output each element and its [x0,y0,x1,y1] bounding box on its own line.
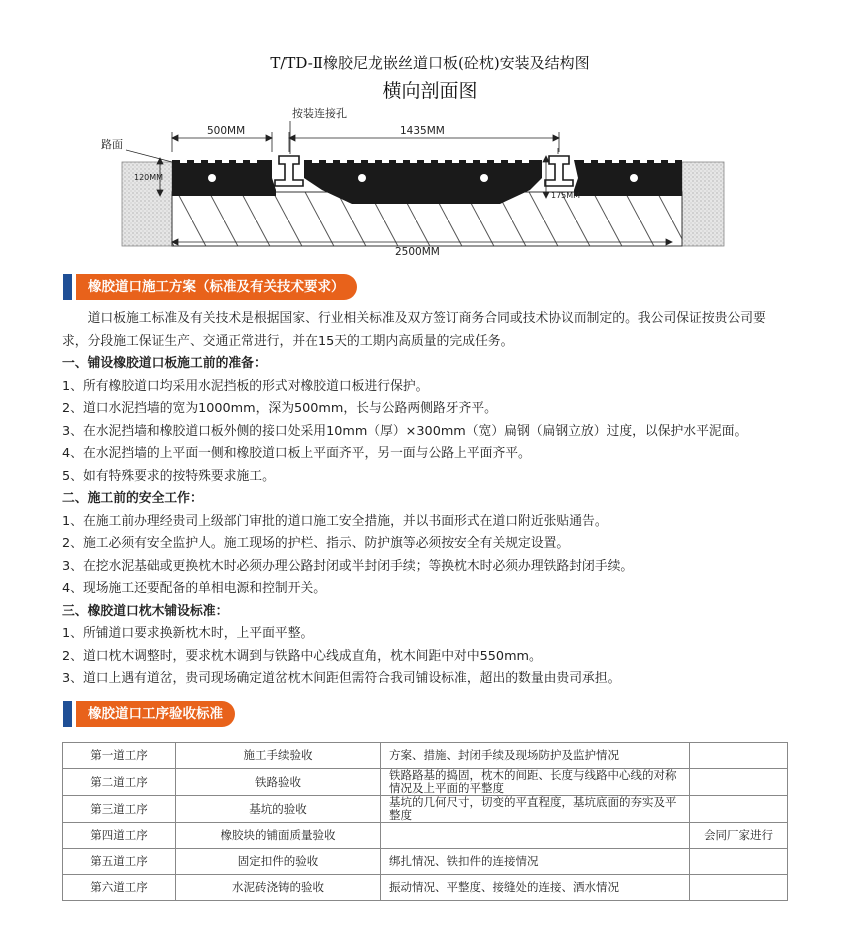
cell-step: 第一道工序 [63,743,176,769]
cell-item: 固定扣件的验收 [176,849,381,875]
list-item: 3、在水泥挡墙和橡胶道口板外侧的接口处采用10mm（厚）×300mm（宽）扁钢（扁钢立放）过度，以保护水平泥面。 [62,423,748,439]
list-item: 3、在挖水泥基础或更换枕木时必须办理公路封闭或半封闭手续；等换枕木时必须办理铁路封闭手续。 [62,558,634,574]
cell-content [381,823,690,849]
table-row [63,769,788,796]
dim-label-2500: 2500MM [395,246,440,258]
list-item: 1、所有橡胶道口均采用水泥挡板的形式对橡胶道口板进行保护。 [62,378,429,394]
table-row [63,875,788,901]
cell-content: 铁路路基的捣固，枕木的间距、长度与线路中心线的对称情况及上平面的平整度 [381,769,690,796]
intro-paragraph: 道口板施工标准及有关技术是根据国家、行业相关标准及双方签订商务合同或技术协议而制定的。我公司保证按贵公司要求，分段施工保证生产、交通正常进行，并在15天的工期内高质量的完成任务。 [62,311,766,349]
list-item: 1、所铺道口要求换新枕木时，上平面平整。 [62,626,314,641]
dim-label-175: 175MM [551,191,581,200]
list-item: 2、施工必须有安全监护人。施工现场的护栏、指示、防护旗等必须按安全有关规定设置。 [62,536,570,551]
cell-note [690,849,788,875]
section-header-bar [63,701,72,727]
table-row [63,849,788,875]
acceptance-table [62,742,788,901]
cell-step: 第六道工序 [63,875,176,901]
cell-content: 振动情况、平整度、接缝处的连接、洒水情况 [381,875,690,901]
cell-step: 第五道工序 [63,849,176,875]
cell-step: 第三道工序 [63,796,176,823]
cell-item: 水泥砖浇铸的验收 [176,875,381,901]
dim-label-1435: 1435MM [400,125,445,137]
section-header-construction-plan [63,274,357,300]
list-item: 2、道口水泥挡墙的宽为1000mm，深为500mm，长与公路两侧路牙齐平。 [62,401,497,416]
part3-heading: 三、橡胶道口枕木铺设标准： [62,603,229,619]
cell-item: 铁路验收 [176,769,381,796]
list-item: 1、在施工前办理经贵司上级部门审批的道口施工安全措施，并以书面形式在道口附近张贴通告。 [62,513,608,529]
part2-heading: 二、施工前的安全工作： [62,491,203,506]
page-title: T/TD-Ⅱ橡胶尼龙嵌丝道口板(砼枕)安装及结构图 [270,54,590,72]
cell-note [690,875,788,901]
label-connection-hole: 按装连接孔 [292,107,347,120]
cell-item: 基坑的验收 [176,796,381,823]
dim-label-120: 120MM [134,173,164,182]
table-row [63,743,788,769]
section-header-acceptance [63,701,235,727]
section-title: 橡胶道口施工方案（标准及有关技术要求） [76,274,357,300]
list-item: 4、在水泥挡墙的上平面一侧和橡胶道口板上平面齐平，另一面与公路上平面齐平。 [62,446,531,461]
cell-content: 方案、措施、封闭手续及现场防护及监护情况 [381,743,690,769]
cell-note [690,796,788,823]
table-row [63,823,788,849]
cell-note [690,743,788,769]
page-subtitle: 横向剖面图 [382,80,478,102]
dim-label-500: 500MM [207,125,246,137]
cell-step: 第二道工序 [63,769,176,796]
cell-content: 绑扎情况、铁扣件的连接情况 [381,849,690,875]
panel-teeth [180,157,675,163]
cell-note: 会同厂家进行 [690,823,788,849]
part1-heading: 一、铺设橡胶道口板施工前的准备： [62,356,267,371]
list-item: 4、现场施工还要配备的单相电源和控制开关。 [62,581,327,596]
list-item: 5、如有特殊要求的按特殊要求施工。 [62,468,275,484]
cell-item: 施工手续验收 [176,743,381,769]
right-concrete-block [682,162,724,246]
section-header-bar [63,274,72,300]
cell-content: 基坑的几何尺寸，切变的平直程度，基坑底面的夯实及平整度 [381,796,690,823]
construction-plan-body [62,308,788,691]
table-row [63,796,788,823]
section-title: 橡胶道口工序验收标准 [76,701,235,727]
cell-item: 橡胶块的铺面质量验收 [176,823,381,849]
cross-section-diagram [0,100,860,260]
label-road-surface: 路面 [101,138,123,151]
cell-note [690,769,788,796]
list-item: 2、道口枕木调整时，要求枕木调到与铁路中心线成直角，枕木间距中对中550mm。 [62,648,542,664]
list-item: 3、道口上遇有道岔，贵司现场确定道岔枕木间距但需符合我司铺设标准，超出的数量由贵司承担。 [62,671,621,686]
cell-step: 第四道工序 [63,823,176,849]
